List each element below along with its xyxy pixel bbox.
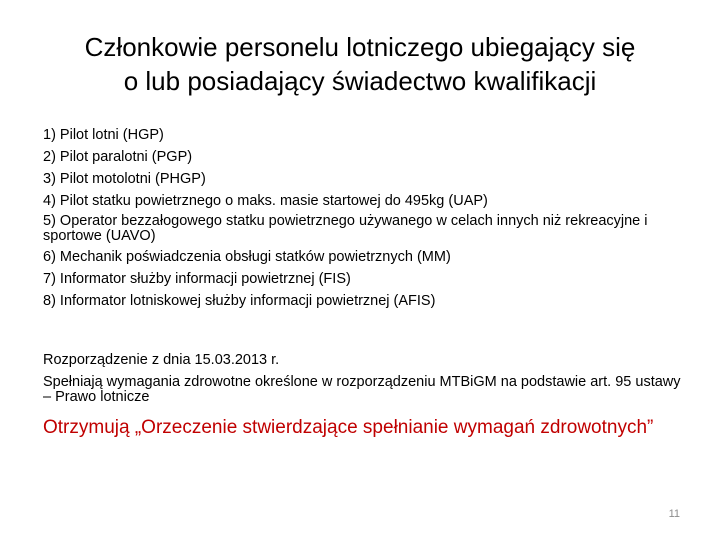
slide-title (40, 30, 680, 98)
list-item: 4) Pilot statku powietrznego o maks. masie startowej do 495kg (UAP) (43, 193, 488, 209)
slide-title-line-2: o lub posiadający świadectwo kwalifikacji (123, 66, 597, 96)
regulation-date: Rozporządzenie z dnia 15.03.2013 r. (43, 352, 280, 368)
regulation-note (43, 352, 683, 405)
result-statement: Otrzymują „Orzeczenie stwierdzające spełnianie wymagań zdrowotnych” (43, 417, 654, 438)
personnel-list (43, 126, 683, 314)
list-item: 2) Pilot paralotni (PGP) (43, 149, 193, 165)
list-item: 3) Pilot motolotni (PHGP) (43, 171, 206, 187)
list-item: 1) Pilot lotni (HGP) (43, 127, 164, 143)
slide-title-line-1: Członkowie personelu lotniczego ubiegający się (84, 32, 636, 62)
page-number: 11 (668, 508, 680, 520)
list-item: 6) Mechanik poświadczenia obsługi statków powietrznych (MM) (43, 249, 451, 265)
list-item: 8) Informator lotniskowej służby informacji powietrznej (AFIS) (43, 293, 436, 309)
list-item: 5) Operator bezzałogowego statku powietrznego używanego w celach innych niż rekreacyjne i sportowe (UAVO) (43, 213, 648, 244)
list-item: 7) Informator służby informacji powietrznej (FIS) (43, 271, 351, 287)
regulation-requirements: Spełniają wymagania zdrowotne określone w rozporządzeniu MTBiGM na podstawie art. 95 ustawy – Prawo lotnicze (43, 374, 681, 405)
